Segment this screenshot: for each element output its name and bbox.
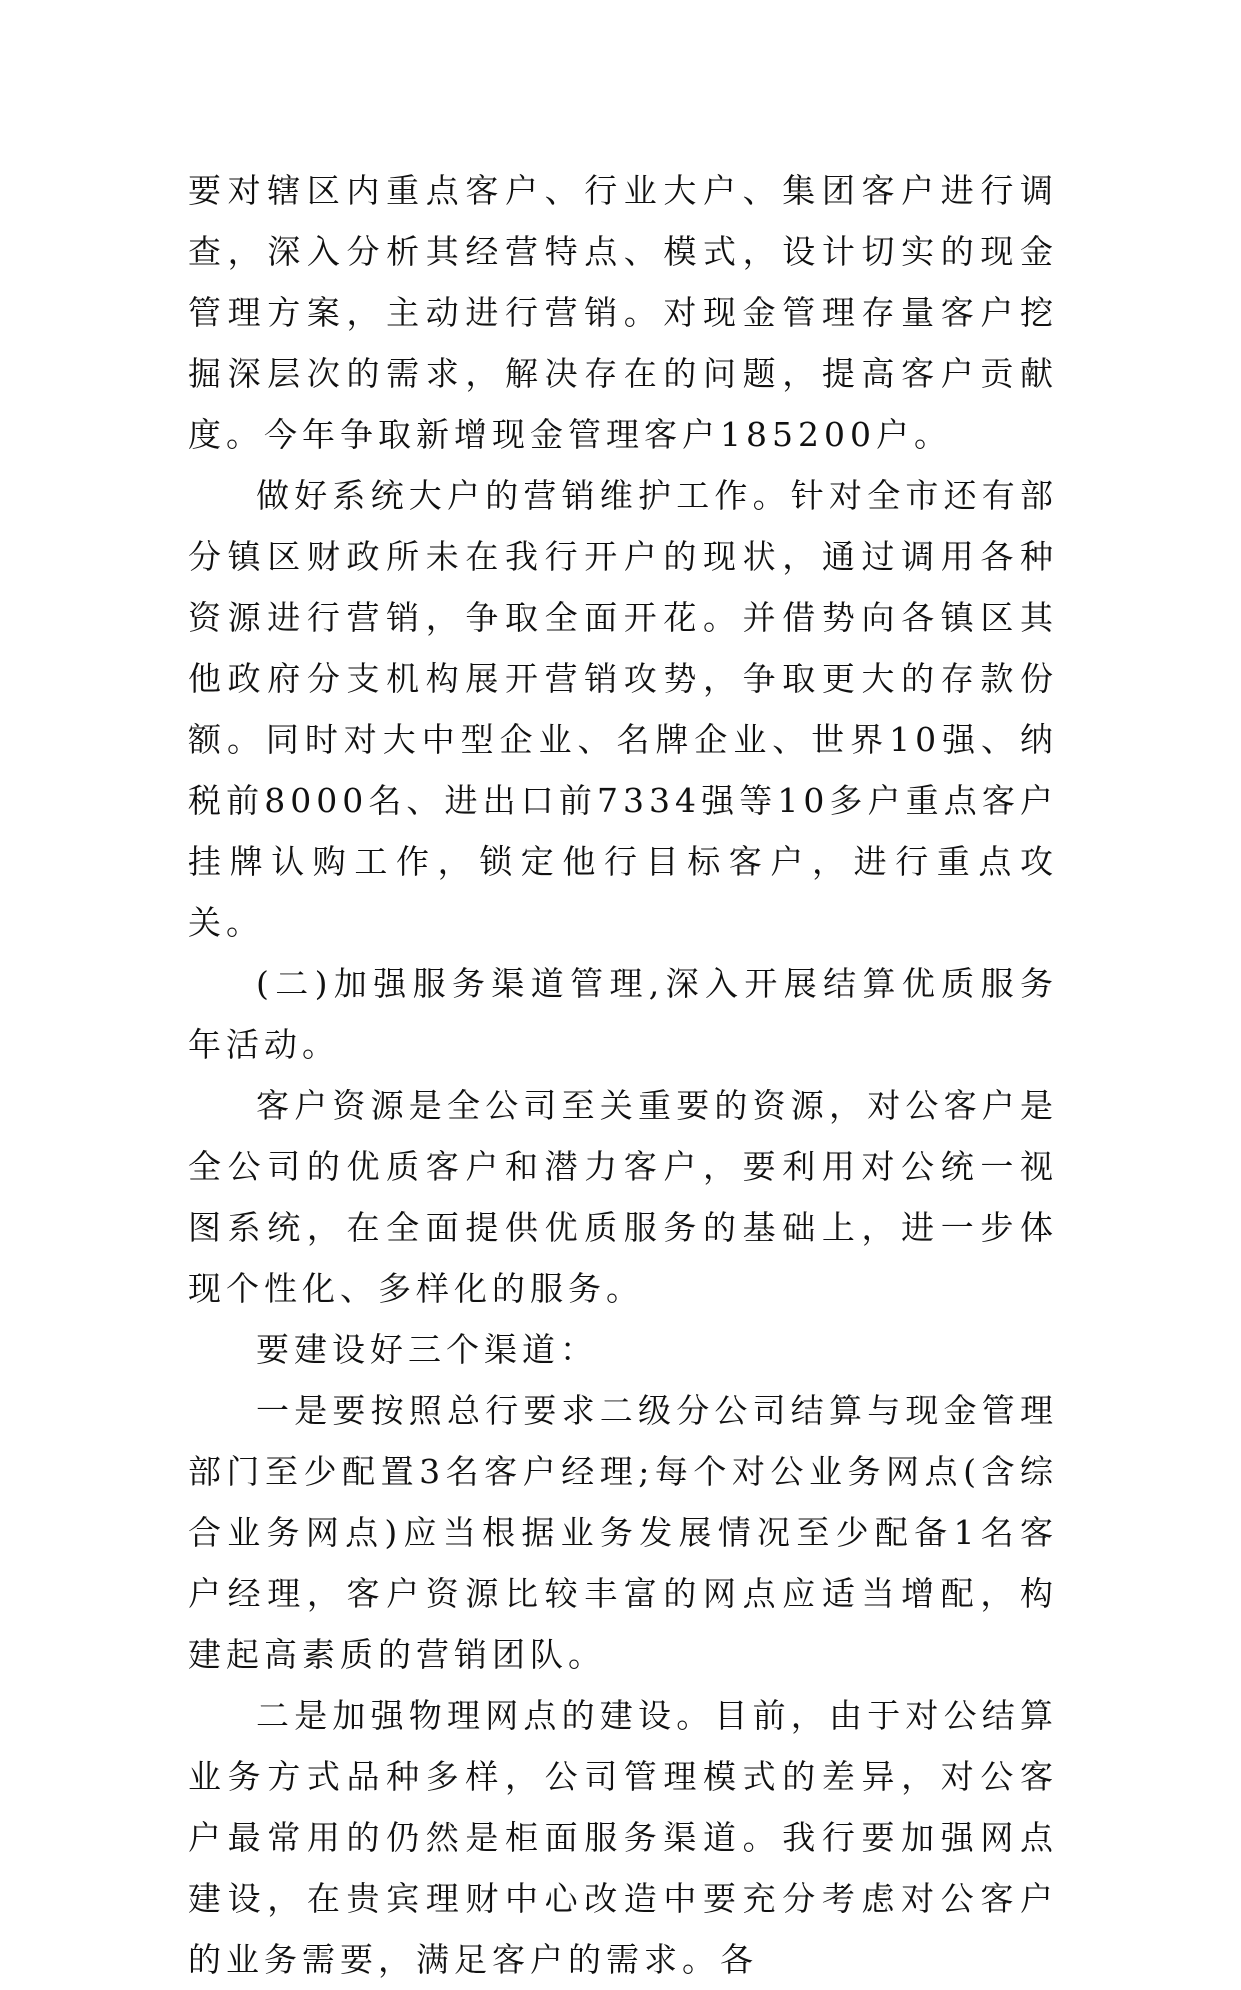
paragraph-1: 要对辖区内重点客户、行业大户、集团客户进行调查，深入分析其经营特点、模式，设计切实的现金管理方案，主动进行营销。对现金管理存量客户挖掘深层次的需求，解决存在的问题，提高客户贡献度。今年争取新增现金管理客户185200户。 [188, 171, 1058, 454]
paragraph-4: 要建设好三个渠道： [256, 1330, 598, 1369]
paragraph-5: 一是要按照总行要求二级分公司结算与现金管理部门至少配置3名客户经理;每个对公业务网点(含综合业务网点)应当根据业务发展情况至少配备1名客户经理，客户资源比较丰富的网点应适当增配，构建起高素质的营销团队。 [188, 1391, 1058, 1674]
document-page [188, 160, 1058, 1990]
paragraph-2: 做好系统大户的营销维护工作。针对全市还有部分镇区财政所未在我行开户的现状，通过调用各种资源进行营销，争取全面开花。并借势向各镇区其他政府分支机构展开营销攻势，争取更大的存款份额。同时对大中型企业、名牌企业、世界10强、纳税前8000名、进出口前7334强等10多户重点客户挂牌认购工作，锁定他行目标客户，进行重点攻关。 [188, 476, 1058, 942]
paragraph-3: 客户资源是全公司至关重要的资源，对公客户是全公司的优质客户和潜力客户，要利用对公统一视图系统，在全面提供优质服务的基础上，进一步体现个性化、多样化的服务。 [188, 1086, 1058, 1308]
section-heading: (二)加强服务渠道管理,深入开展结算优质服务年活动。 [188, 964, 1058, 1064]
paragraph-6: 二是加强物理网点的建设。目前，由于对公结算业务方式品种多样，公司管理模式的差异，对公客户最常用的仍然是柜面服务渠道。我行要加强网点建设，在贵宾理财中心改造中要充分考虑对公客户的业务需要，满足客户的需求。各 [188, 1696, 1058, 1979]
